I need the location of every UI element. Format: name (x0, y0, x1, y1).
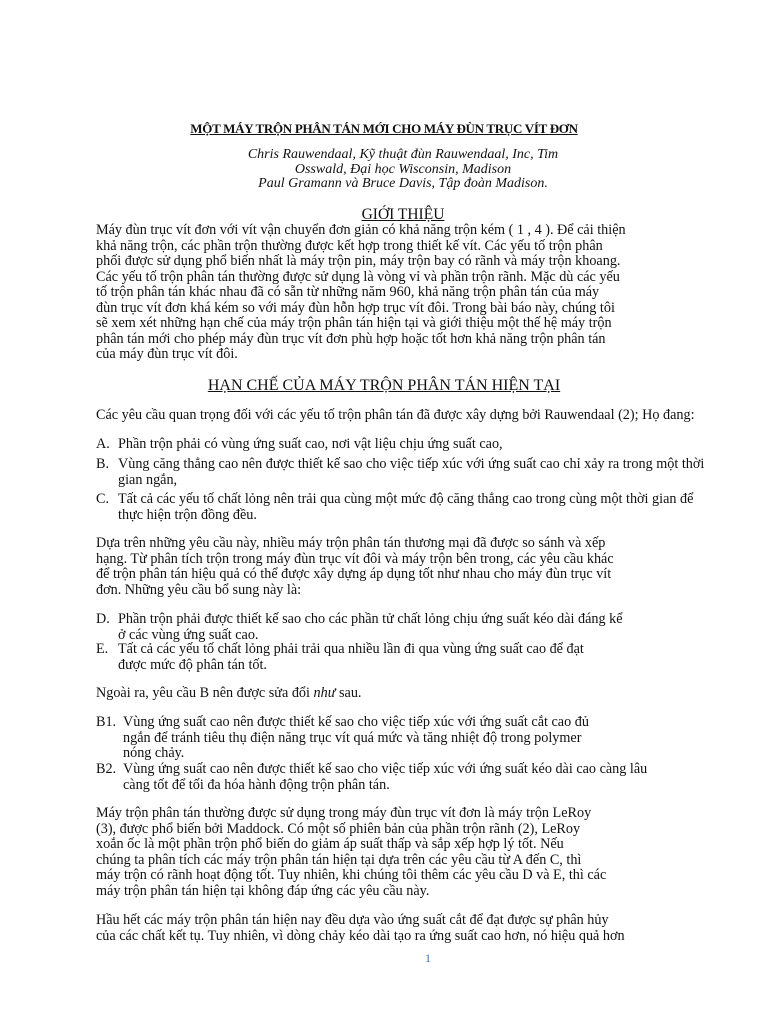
text-line: Hầu hết các máy trộn phân tán hiện nay đều dựa vào ứng suất cắt để đạt được sự phân hủy (96, 912, 609, 928)
text-line: Vùng ứng suất cao nên được thiết kế sao cho việc tiếp xúc với ứng suất cắt cao đủ (123, 714, 589, 730)
page-number: 1 (425, 951, 431, 965)
section-heading-text: HẠN CHẾ CỦA MÁY TRỘN PHÂN TÁN HIỆN TẠI (207, 377, 561, 394)
list-text (118, 437, 503, 453)
list-label: E. (96, 641, 109, 657)
text-run: sau. (335, 685, 362, 701)
paragraph (96, 913, 680, 944)
text-line: càng tốt để tối đa hóa hành động trộn phân tán. (123, 776, 390, 793)
text-line: Dựa trên những yêu cầu này, nhiều máy trộn phân tán thương mại đã được so sánh và xếp (96, 535, 606, 551)
text-line: gian ngắn, (118, 471, 178, 488)
list-text (118, 457, 768, 488)
list-label: C. (96, 491, 110, 507)
paragraph (96, 536, 680, 598)
paragraph (96, 806, 680, 899)
text-line: Phần trộn phải có vùng ứng suất cao, nơi vật liệu chịu ứng suất cao, (118, 436, 503, 452)
text-line: máy trộn phân tán hiện tại không đáp ứng các yêu cầu này. (96, 882, 430, 899)
text-line: ở các vùng ứng suất cao. (118, 626, 259, 643)
list-text (118, 492, 768, 523)
text-run: Ngoài ra, yêu cầu B nên được sửa đổi (96, 685, 314, 701)
paper-title: MỘT MÁY TRỘN PHÂN TÁN MỚI CHO MÁY ĐÙN TRỤC VÍT ĐƠN (190, 121, 578, 136)
introduction-paragraph (96, 223, 680, 363)
text-line: được mức độ phân tán tốt. (118, 656, 267, 673)
text-line: khả năng trộn, các phần trộn thường được kết hợp trong thiết kế vít. Các yếu tố trộn phân (96, 237, 603, 254)
text-line: tố trộn phân tán khác nhau đã có sẵn từ những năm 960, khả năng trộn phân tán của máy (96, 284, 600, 300)
text-line: xoắn ốc là một phần trộn phổ biến do giảm áp suất thấp và sắp xếp hợp lý tốt. Nếu (96, 836, 564, 852)
text-line: Các yếu tố trộn phân tán thường được sử dụng là vòng vỉ và phần trộn rãnh. Mặc dù các yếu (96, 268, 620, 285)
paragraph (96, 686, 758, 702)
author-line: Osswald, Đại học Wisconsin, Madison (294, 161, 512, 177)
author-line: Paul Gramann và Bruce Davis, Tập đoàn Madison. (258, 176, 548, 191)
list-text (123, 762, 723, 793)
text-line: hạng. Từ phân tích trộn trong máy đùn trục vít đôi và máy trộn bên trong, các yêu cầu khác (96, 550, 614, 567)
text-line: phối được sử dụng phổ biến nhất là máy trộn pin, máy trộn bay có rãnh và máy trộn khoang. (96, 253, 621, 269)
list-text (118, 612, 698, 643)
text-line: để trộn phân tán hiệu quả có thể được xây dựng áp dụng tốt như nhau cho máy đùn trục vít (96, 566, 612, 582)
text-line: ngắn để tránh tiêu thụ điện năng trục vít quá mức và tăng nhiệt độ trong polymer (123, 729, 582, 746)
text-line: máy trộn có rãnh hoạt động tốt. Tuy nhiên, khi chúng tôi thêm các yêu cầu D và E, thì các (96, 867, 607, 883)
list-label: A. (96, 436, 110, 452)
list-text (118, 642, 698, 673)
list-text (123, 715, 713, 762)
list-label: B2. (96, 761, 117, 777)
text-line: đùn trục vít đơn khá kém so với máy đùn hỗn hợp trục vít đôi. Trong bài báo này, chúng tôi (96, 299, 615, 316)
list-label: D. (96, 611, 110, 627)
text-line: Vùng ứng suất cao nên được thiết kế sao cho việc tiếp xúc với ứng suất kéo dài cao càng lâu (123, 761, 648, 777)
text-line: nóng chảy. (123, 745, 185, 761)
text-line: chúng ta phân tích các máy trộn phân tán hiện tại dựa trên các yêu cầu từ A đến C, thì (96, 851, 582, 868)
text-line: sẽ xem xét những hạn chế của máy trộn phân tán hiện tại và giới thiệu một thế hệ máy trộn (96, 315, 612, 331)
text-line: phân tán mới cho phép máy đùn trục vít đơn phù hợp hoặc tốt hơn khả năng trộn phân tán (96, 330, 606, 347)
list-label: B. (96, 456, 110, 472)
italic-text: như (313, 685, 336, 701)
author-block (0, 148, 768, 192)
text-line: Máy đùn trục vít đơn với vít vận chuyển đơn giản có khả năng trộn kém ( 1 , 4 ). Để cải thiện (96, 222, 626, 238)
text-line: đơn. Những yêu cầu bổ sung này là: (96, 581, 302, 598)
requirements-intro: Các yêu cầu quan trọng đối với các yếu tố trộn phân tán đã được xây dựng bởi Rauwendaal (2); Họ đang: (96, 407, 695, 423)
text-line: Tất cả các yếu tố chất lỏng nên trải qua cùng một mức độ căng thẳng cao trong cùng một thời gian để (118, 491, 694, 507)
author-line: Chris Rauwendaal, Kỹ thuật đùn Rauwendaal, Inc, Tim (247, 147, 559, 162)
list-label: B1. (96, 714, 117, 730)
text-line: Phần trộn phải được thiết kế sao cho các phần tử chất lỏng chịu ứng suất kéo dài đáng kể (118, 611, 623, 627)
text-line: Vùng căng thẳng cao nên được thiết kế sao cho việc tiếp xúc với ứng suất cao chỉ xảy ra trong một thời (118, 456, 705, 472)
section-heading-limitations (0, 377, 768, 395)
text-line: của máy đùn trục vít đôi. (96, 346, 238, 362)
text-line: của các chất kết tụ. Tuy nhiên, vì dòng chảy kéo dài tạo ra ứng suất cao hơn, nó hiệu quả hơn (96, 927, 625, 944)
section-heading-text: GIỚI THIỆU (361, 206, 445, 223)
text-line: (3), được phổ biến bởi Maddock. Có một số phiên bản của phần trộn rãnh (2), LeRoy (96, 820, 581, 837)
text-line: thực hiện trộn đồng đều. (118, 506, 257, 523)
text-line: Tất cả các yếu tố chất lỏng phải trải qua nhiều lần đi qua vùng ứng suất cao để đạt (118, 641, 584, 657)
text-line: Máy trộn phân tán thường được sử dụng trong máy đùn trục vít đơn là máy trộn LeRoy (96, 805, 592, 821)
